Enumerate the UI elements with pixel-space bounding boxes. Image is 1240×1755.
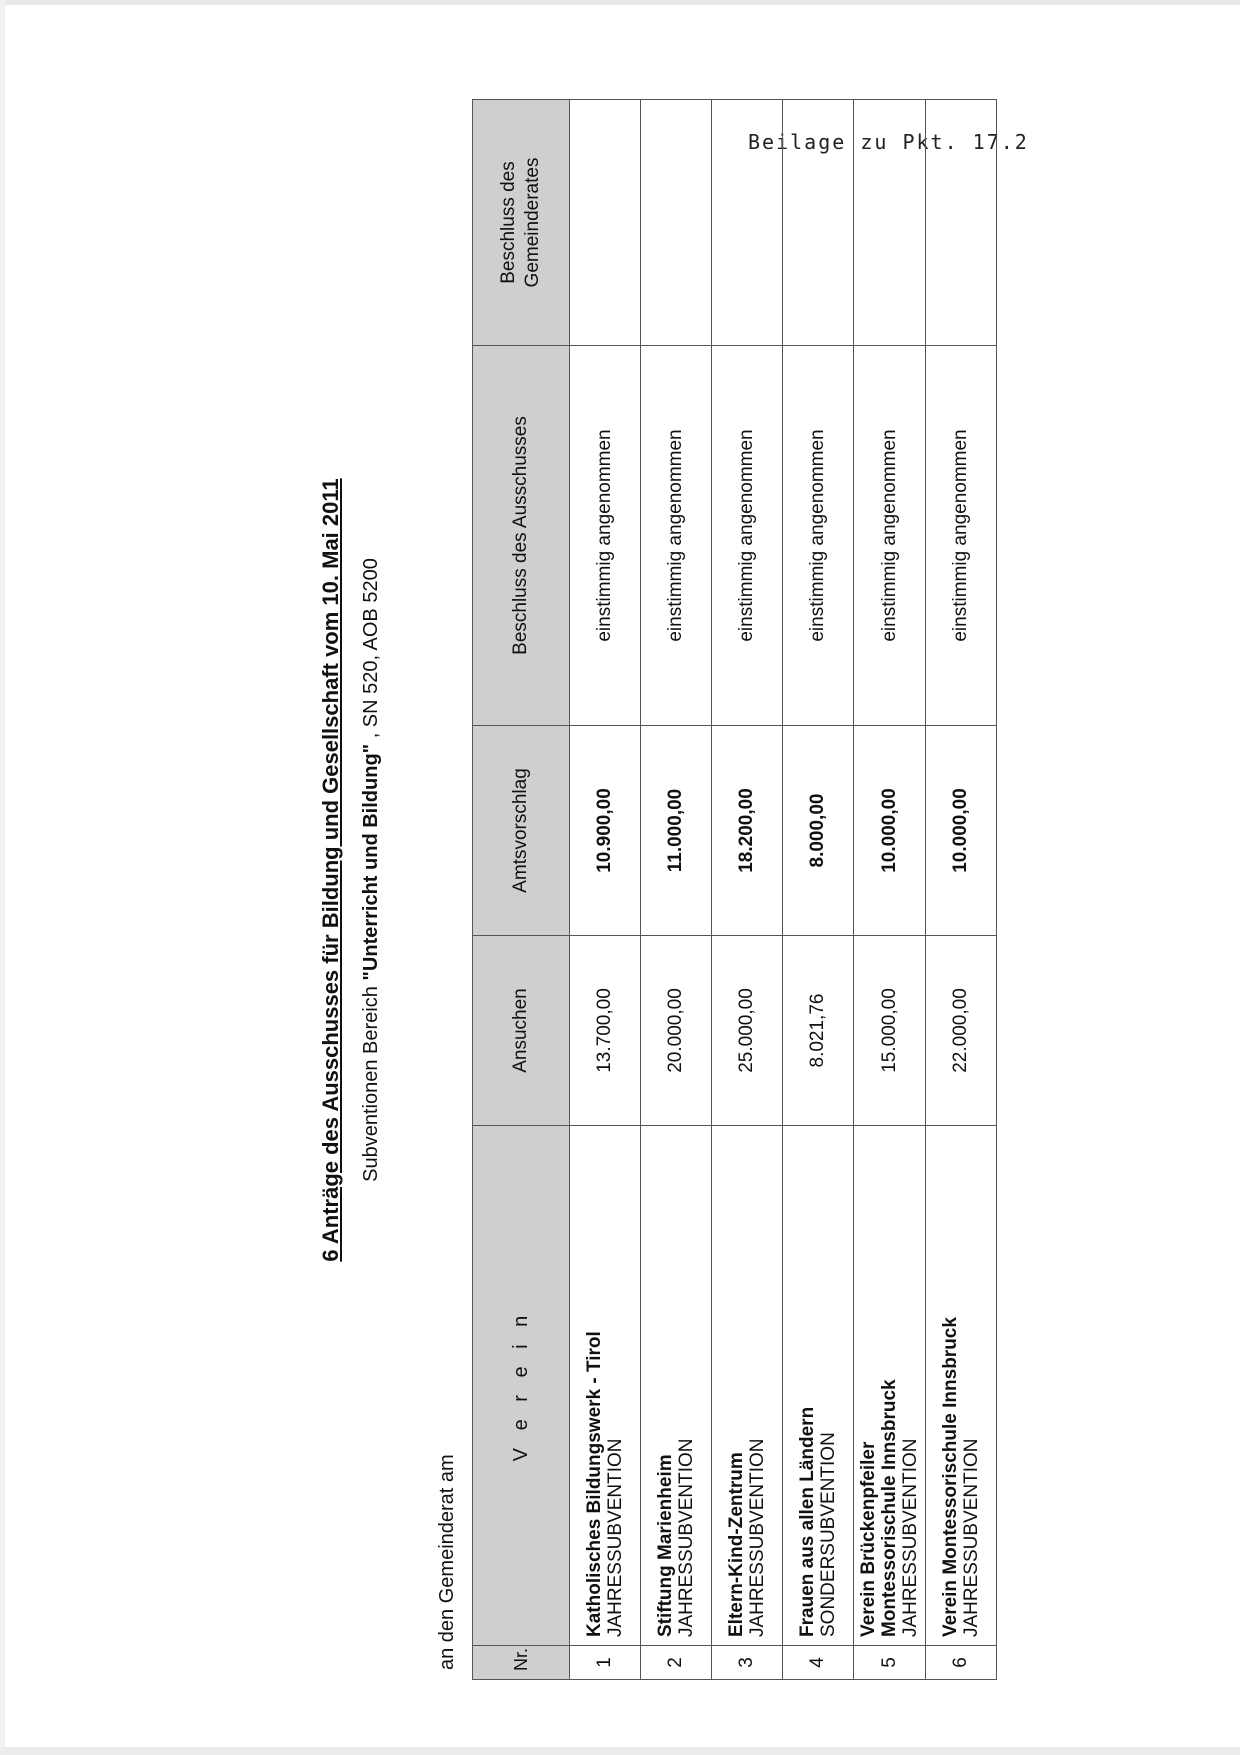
row-nr: 5	[854, 1646, 926, 1680]
row-gemeinderat	[854, 100, 926, 346]
row-ansuchen: 15.000,00	[854, 936, 926, 1126]
header-beschluss-ausschuss: Beschluss des Ausschusses	[473, 346, 570, 726]
header-amtsvorschlag: Amtsvorschlag	[473, 726, 570, 936]
row-ansuchen: 13.700,00	[570, 936, 641, 1126]
intro-text: an den Gemeinderat am	[436, 1454, 458, 1670]
header-beschluss-gemeinderat: Beschluss des Gemeinderates	[473, 100, 570, 346]
row-beschluss: einstimmig angenommen	[783, 346, 854, 726]
table-row	[926, 100, 997, 1680]
row-gemeinderat	[926, 100, 997, 346]
row-beschluss: einstimmig angenommen	[854, 346, 926, 726]
row-verein: Verein Montessorischule Innsbruck JAHRESSUBVENTION	[926, 1126, 997, 1646]
row-gemeinderat	[712, 100, 783, 346]
row-gemeinderat	[783, 100, 854, 346]
row-verein: Stiftung Marienheim JAHRESSUBVENTION	[641, 1126, 712, 1646]
row-amtsvorschlag: 18.200,00	[712, 726, 783, 936]
row-amtsvorschlag: 8.000,00	[783, 726, 854, 936]
table-row	[570, 100, 641, 1680]
subsidy-table	[472, 99, 997, 1680]
row-gemeinderat	[570, 100, 641, 346]
row-verein: Verein Brückenpfeiler Montessorischule Innsbruck JAHRESSUBVENTION	[854, 1126, 926, 1646]
row-nr: 6	[926, 1646, 997, 1680]
annex-label: Beilage zu Pkt. 17.2	[748, 130, 1029, 154]
row-amtsvorschlag: 10.000,00	[854, 726, 926, 936]
row-amtsvorschlag: 11.000,00	[641, 726, 712, 936]
row-beschluss: einstimmig angenommen	[641, 346, 712, 726]
row-nr: 2	[641, 1646, 712, 1680]
row-amtsvorschlag: 10.000,00	[926, 726, 997, 936]
table-row	[783, 100, 854, 1680]
table-row	[712, 100, 783, 1680]
row-ansuchen: 8.021,76	[783, 936, 854, 1126]
header-verein: V e r e i n	[473, 1126, 570, 1646]
row-nr: 1	[570, 1646, 641, 1680]
row-verein: Katholisches Bildungswerk - Tirol JAHRESSUBVENTION	[570, 1126, 641, 1646]
table-row	[641, 100, 712, 1680]
header-ansuchen: Ansuchen	[473, 936, 570, 1126]
row-verein: Eltern-Kind-Zentrum JAHRESSUBVENTION	[712, 1126, 783, 1646]
row-gemeinderat	[641, 100, 712, 346]
header-nr: Nr.	[473, 1646, 570, 1680]
table-header-row	[473, 100, 570, 1680]
row-ansuchen: 22.000,00	[926, 936, 997, 1126]
row-nr: 4	[783, 1646, 854, 1680]
row-nr: 3	[712, 1646, 783, 1680]
row-beschluss: einstimmig angenommen	[570, 346, 641, 726]
row-beschluss: einstimmig angenommen	[926, 346, 997, 726]
document-subtitle: Subventionen Bereich "Unterricht und Bildung" , SN 520, AOB 5200	[360, 558, 382, 1182]
row-beschluss: einstimmig angenommen	[712, 346, 783, 726]
row-ansuchen: 20.000,00	[641, 936, 712, 1126]
document-title: 6 Anträge des Ausschusses für Bildung und Gesellschaft vom 10. Mai 2011	[318, 478, 343, 1262]
row-amtsvorschlag: 10.900,00	[570, 726, 641, 936]
row-verein: Frauen aus allen Ländern SONDERSUBVENTION	[783, 1126, 854, 1646]
table-row	[854, 100, 926, 1680]
row-ansuchen: 25.000,00	[712, 936, 783, 1126]
